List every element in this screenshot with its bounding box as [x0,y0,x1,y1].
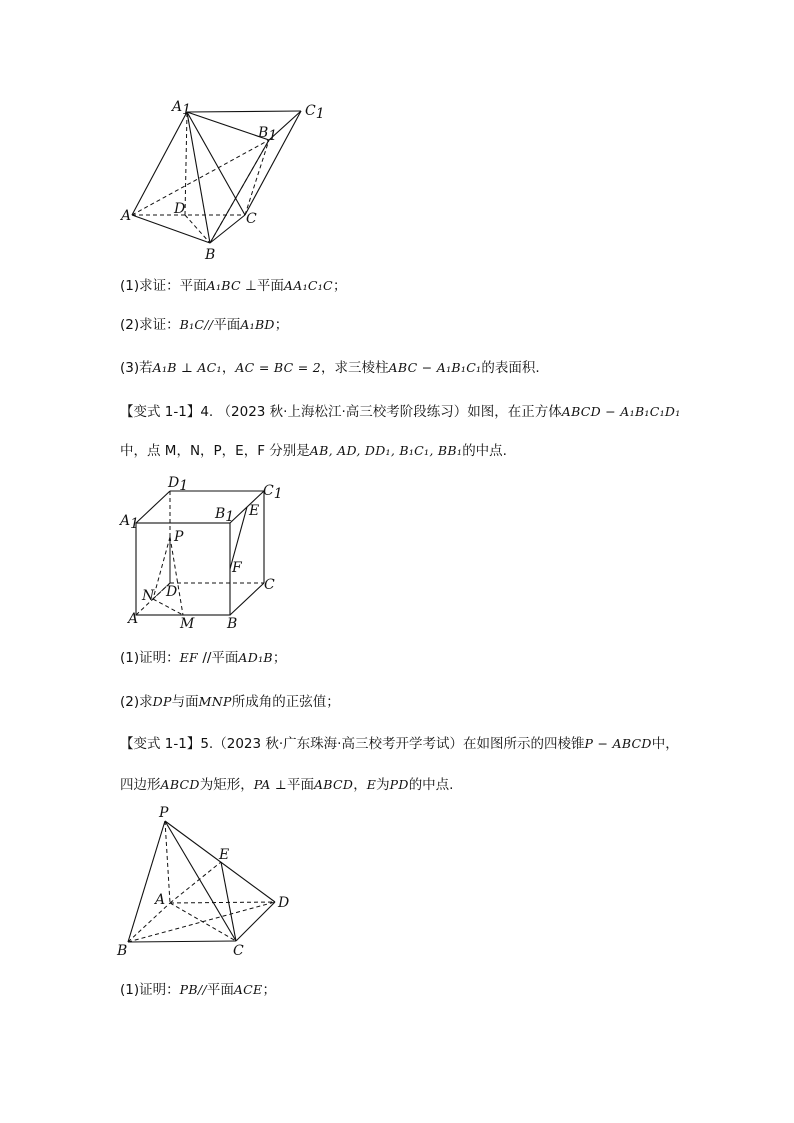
q1-part2: (2)求证：B₁C//平面A₁BD； [120,317,289,333]
label-c: C [264,577,275,593]
segment-nm [153,599,183,615]
label-a1: A1 [172,99,192,118]
figure-cube [118,475,288,635]
label-d: D [278,895,290,911]
segment-pm [170,537,183,615]
edge-a1c1 [187,111,301,112]
label-a: A [128,611,139,627]
edge-cd [236,902,275,941]
label-b1: B1 [258,125,278,144]
label-d: D [166,584,178,600]
label-a1: A1 [120,513,140,532]
cube-diagram [118,475,288,635]
label-a: A [121,208,132,224]
edge-bc [210,215,245,243]
edge-a1d [185,112,187,215]
edge-pa [165,821,170,903]
label-c: C [246,211,257,227]
label-a: A [155,892,166,908]
label-b: B [205,247,216,263]
label-m: M [180,616,195,632]
label-p: P [174,529,184,545]
label-p: P [159,805,169,821]
label-f: F [232,560,242,576]
q1-part1: (1)求证：平面A₁BC ⊥平面AA₁C₁C； [120,278,347,294]
label-c1: C1 [263,483,283,502]
edge-bc [230,583,264,615]
q4-part1: (1)证明：EF //平面AD₁B； [120,650,287,666]
edge-ab [132,215,210,243]
q5-part1: (1)证明：PB//平面ACE； [120,982,276,998]
q4-stem-line1: 【变式 1-1】4. （2023 秋·上海松江·高三校考阶段练习）如图，在正方体ABCD − A₁B₁C₁D₁ [120,404,681,420]
edge-pb [128,821,165,942]
edge-a1b1 [187,112,269,140]
figure-prism [115,95,345,263]
label-c: C [233,943,244,959]
label-e: E [219,847,230,863]
label-d: D [174,201,186,217]
label-c1: C1 [305,103,325,122]
label-b: B [117,943,128,959]
q5-stem-line2: 四边形ABCD为矩形，PA ⊥平面ABCD，E为PD的中点. [120,777,454,793]
segment-ae [170,862,221,903]
q5-stem-line1: 【变式 1-1】5.（2023 秋·广东珠海·高三校考开学考试）在如图所示的四棱锥P − ABCD中， [120,736,679,752]
label-n: N [142,588,155,604]
label-d1: D1 [168,475,189,494]
q1-part3: (3)若A₁B ⊥ AC₁，AC = BC = 2，求三棱柱ABC − A₁B₁C₁的表面积. [120,360,540,376]
edge-b1b-d [210,140,269,243]
pyramid-diagram [115,805,305,960]
q4-stem-line2: 中，点 M，N，P，E，F 分别是AB, AD, DD₁, B₁C₁, BB₁的中点. [120,443,507,459]
q4-part2: (2)求DP与面MNP所成角的正弦值； [120,694,340,710]
label-b1: B1 [215,506,235,525]
figure-pyramid [115,805,305,960]
label-b: B [227,616,238,632]
label-e: E [249,503,260,519]
edge-ad [170,902,275,903]
edge-bc [128,941,236,942]
edge-pc [165,821,236,941]
edge-a1d1 [136,491,170,523]
edge-cc1 [245,111,301,215]
prism-diagram [115,95,345,263]
